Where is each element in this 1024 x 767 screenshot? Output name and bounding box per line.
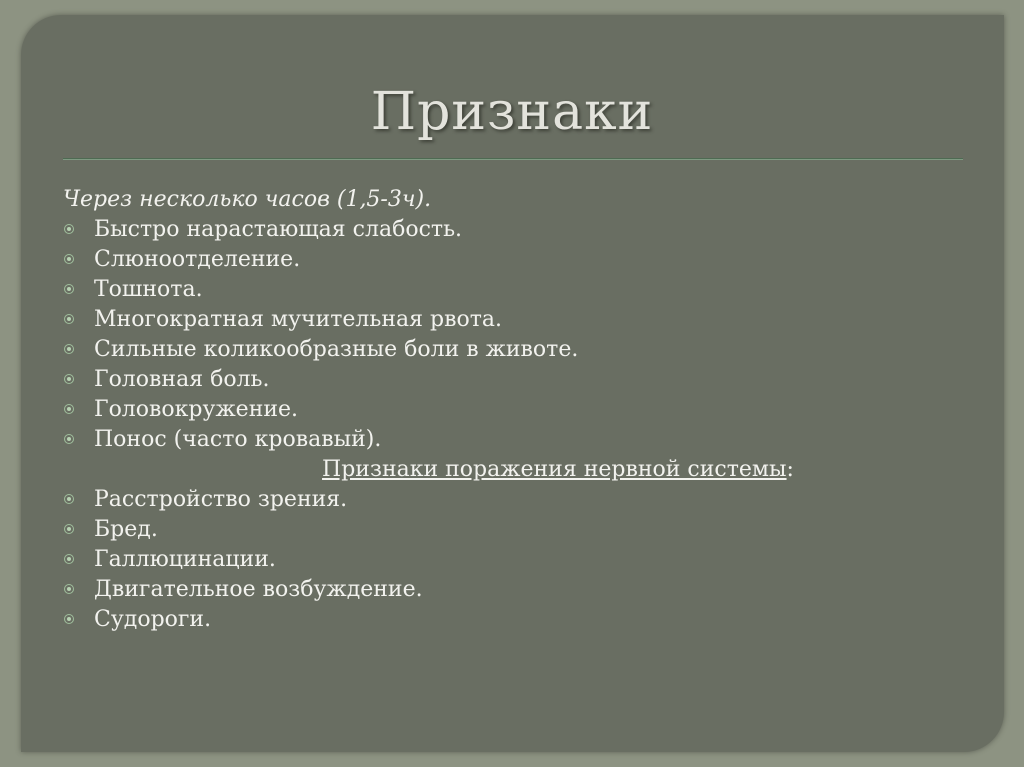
- circle-bullet-icon: [64, 224, 74, 234]
- circle-bullet-icon: [64, 584, 74, 594]
- list-item-text: Бред.: [94, 517, 158, 542]
- circle-bullet-icon: [64, 374, 74, 384]
- circle-bullet-icon: [64, 554, 74, 564]
- circle-bullet-icon: [64, 254, 74, 264]
- list-item: [63, 275, 963, 305]
- list-item: [63, 545, 963, 575]
- list-item-text: Головная боль.: [94, 367, 270, 392]
- list-item: [63, 575, 963, 605]
- subheading-text: Признаки поражения нервной системы: [322, 457, 787, 482]
- list-item: [63, 395, 963, 425]
- intro-text: Через несколько часов (1,5-3ч).: [63, 187, 432, 212]
- list-item-text: Галлюцинации.: [94, 547, 276, 572]
- list-item: [63, 215, 963, 245]
- slide-content: [63, 185, 963, 635]
- list-item-text: Судороги.: [94, 607, 212, 632]
- list-item-text: Головокружение.: [94, 397, 299, 422]
- circle-bullet-icon: [64, 524, 74, 534]
- list-item-text: Быстро нарастающая слабость.: [94, 217, 463, 242]
- section-subheading: [63, 455, 963, 485]
- list-item-text: Двигательное возбуждение.: [94, 577, 423, 602]
- circle-bullet-icon: [64, 314, 74, 324]
- list-item-text: Расстройство зрения.: [94, 487, 348, 512]
- list-item: [63, 335, 963, 365]
- circle-bullet-icon: [64, 284, 74, 294]
- slide-title: Признаки: [370, 82, 654, 142]
- list-item: [63, 425, 963, 455]
- circle-bullet-icon: [64, 494, 74, 504]
- circle-bullet-icon: [64, 404, 74, 414]
- list-item: [63, 515, 963, 545]
- subheading-suffix: :: [786, 457, 794, 482]
- list-item: [63, 605, 963, 635]
- list-item-text: Многократная мучительная рвота.: [94, 307, 503, 332]
- title-divider: [63, 158, 963, 160]
- list-item-text: Тошнота.: [94, 277, 203, 302]
- list-item-text: Сильные коликообразные боли в животе.: [94, 337, 579, 362]
- list-item: [63, 485, 963, 515]
- list-item: [63, 365, 963, 395]
- circle-bullet-icon: [64, 344, 74, 354]
- list-item: [63, 305, 963, 335]
- circle-bullet-icon: [64, 614, 74, 624]
- circle-bullet-icon: [64, 434, 74, 444]
- list-item-text: Понос (часто кровавый).: [94, 427, 382, 452]
- list-item-text: Слюноотделение.: [94, 247, 301, 272]
- list-item: [63, 245, 963, 275]
